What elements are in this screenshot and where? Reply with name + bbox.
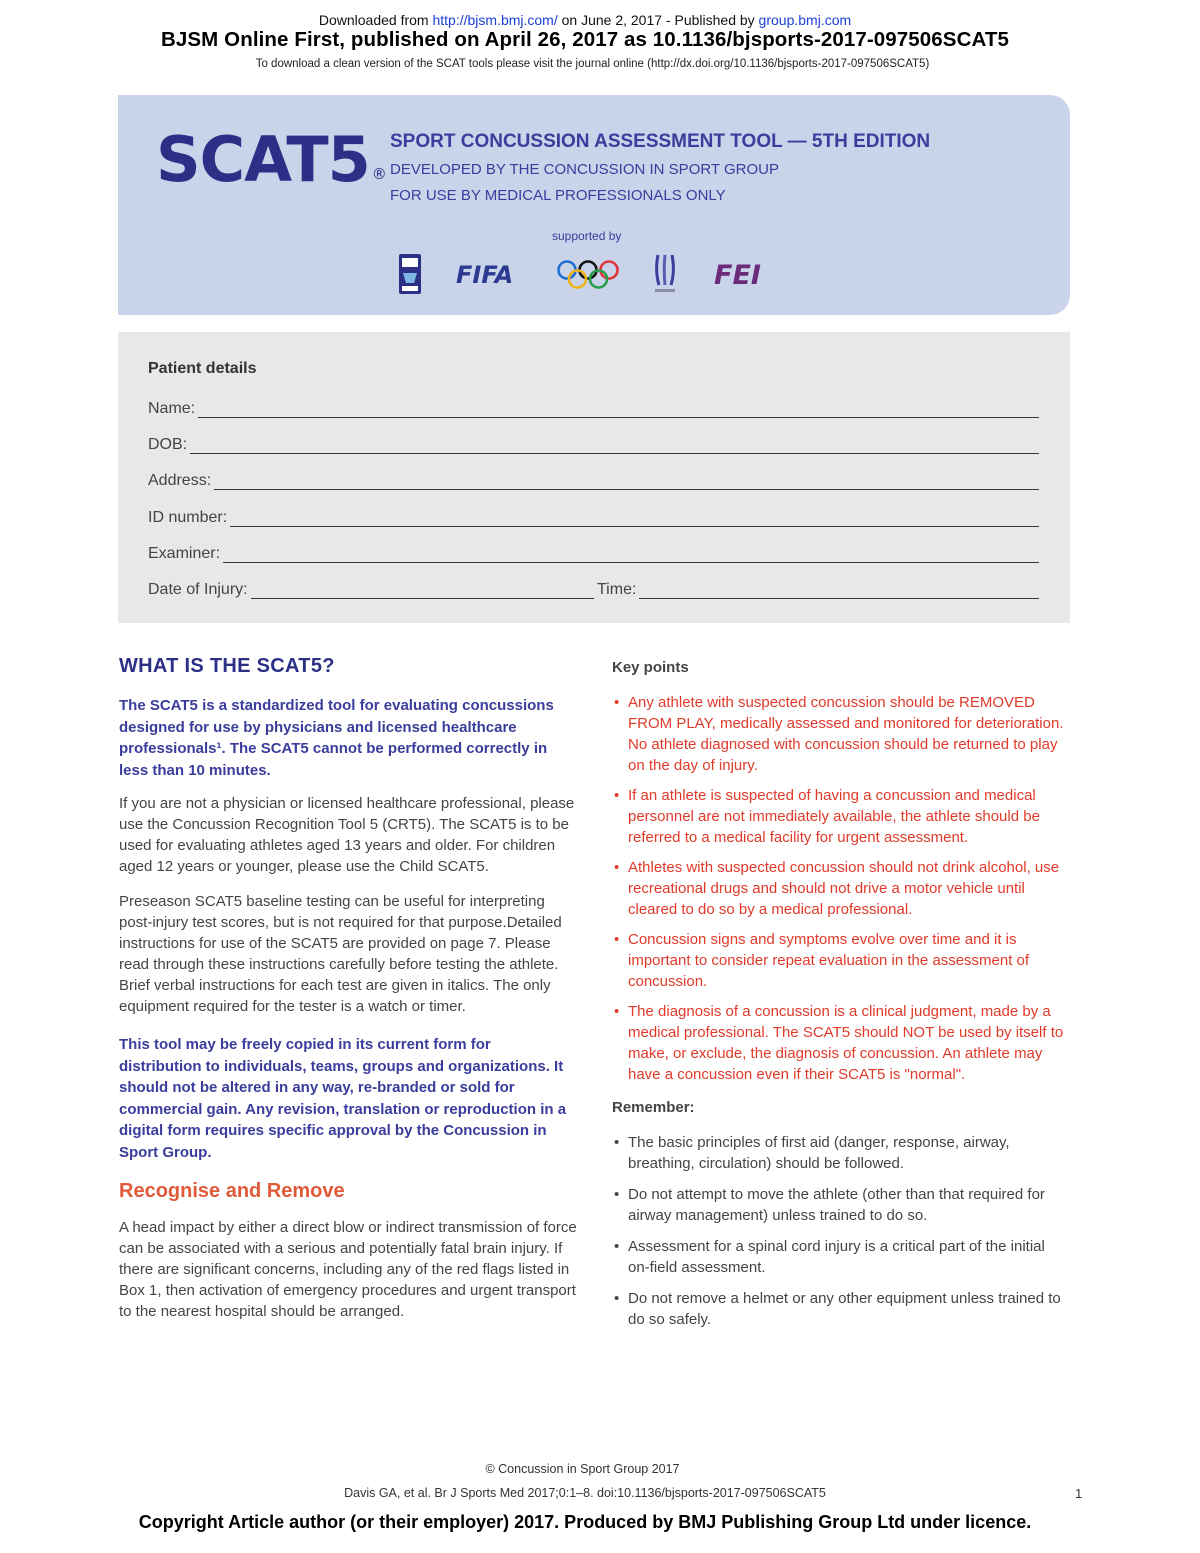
list-item: • The diagnosis of a concussion is a clinical judgment, made by a medical professional. The SCAT5 should NOT be used by itself to make, or exclude, the diagnosis of concussion. An athlete may have a concussion even if their SCAT5 is "normal". — [612, 1001, 1070, 1085]
header-band — [118, 95, 1070, 315]
federation-badge-icon — [398, 253, 422, 295]
time-field[interactable] — [597, 577, 1039, 599]
patient-details-box — [118, 332, 1070, 623]
copy-notice-paragraph: This tool may be freely copied in its current form for distribution to individuals, teams, groups and organizations. It should not be altered in any way, re-branded or sold for commercial gain. Any revision, translation or reproduction in a digital form requires specific approval by the Concussion in Sport Group. — [119, 1036, 567, 1161]
time-line[interactable] — [639, 581, 1039, 599]
copyright-footer: © Concussion in Sport Group 2017 — [485, 1462, 680, 1476]
bjsm-link[interactable]: http://bjsm.bmj.com/ — [432, 12, 558, 28]
examiner-field[interactable] — [148, 541, 1039, 563]
crt5-paragraph: If you are not a physician or licensed healthcare professional, please use the Concussion Recognition Tool 5 (CRT5). The SCAT5 is to be used for evaluating athletes aged 13 years and older. For children aged 12 years or younger, please use the Child SCAT5. — [119, 795, 575, 875]
developer-line: DEVELOPED BY THE CONCUSSION IN SPORT GROUP — [390, 161, 779, 178]
address-field[interactable] — [148, 468, 1039, 490]
licence-notice: Copyright Article author (or their employer) 2017. Produced by BMJ Publishing Group Ltd under licence. — [138, 1512, 1032, 1532]
name-line[interactable] — [198, 400, 1039, 418]
supported-by-label: supported by — [552, 229, 622, 243]
examiner-label: Examiner: — [148, 545, 221, 562]
id-number-field[interactable] — [148, 505, 1039, 527]
olympic-rings-icon — [556, 259, 620, 291]
dob-line[interactable] — [190, 436, 1039, 454]
key-points-list — [612, 692, 1070, 1085]
examiner-line[interactable] — [223, 545, 1039, 563]
list-item: • The basic principles of first aid (danger, response, airway, breathing, circulation) should be followed. — [612, 1132, 1070, 1174]
left-column — [119, 655, 577, 1322]
date-of-injury-line[interactable] — [251, 581, 594, 599]
scat5-logo — [156, 123, 386, 196]
list-item: • Do not remove a helmet or any other equipment unless trained to do so safely. — [612, 1288, 1070, 1330]
list-item: • Any athlete with suspected concussion should be REMOVED FROM PLAY, medically assessed and monitored for deterioration. No athlete diagnosed with concussion should be returned to play on the day of injury. — [612, 692, 1070, 776]
list-item: • Athletes with suspected concussion should not drink alcohol, use recreational drugs and should not drive a motor vehicle until cleared to do so by a medical professional. — [612, 857, 1070, 920]
fifa-logo-text: FIFA — [456, 261, 514, 287]
recognise-remove-heading: Recognise and Remove — [119, 1180, 345, 1202]
list-item: • If an athlete is suspected of having a concussion and medical personnel are not immediately available, the athlete should be referred to a medical facility for urgent assessment. — [612, 785, 1070, 848]
download-mid: on June 2, 2017 - Published by — [561, 12, 755, 28]
usage-line: FOR USE BY MEDICAL PROFESSIONALS ONLY — [390, 187, 726, 204]
bjsm-online-first: BJSM Online First, published on April 26, 2017 as 10.1136/bjsports-2017-097506SCAT5 — [161, 28, 1009, 51]
dob-label: DOB: — [148, 436, 188, 453]
registered-mark: ® — [371, 165, 386, 183]
address-line[interactable] — [214, 472, 1039, 490]
id-number-line[interactable] — [230, 509, 1039, 527]
fei-logo-text: FEI — [714, 260, 761, 289]
patient-details-title: Patient details — [148, 360, 257, 377]
right-column — [612, 659, 1070, 1340]
remember-list — [612, 1132, 1070, 1330]
list-item: • Assessment for a spinal cord injury is a critical part of the initial on-field assessment. — [612, 1236, 1070, 1278]
tool-title: SPORT CONCUSSION ASSESSMENT TOOL — 5TH EDITION — [390, 131, 931, 152]
date-of-injury-label: Date of Injury: — [148, 581, 248, 598]
fei-logo-icon — [710, 259, 790, 289]
dob-field[interactable] — [148, 432, 1039, 454]
time-label: Time: — [597, 581, 637, 598]
download-notice — [0, 12, 1170, 28]
fifa-logo-icon — [454, 261, 526, 287]
name-label: Name: — [148, 400, 196, 417]
group-bmj-link[interactable]: group.bmj.com — [758, 12, 852, 28]
clean-version-notice: To download a clean version of the SCAT tools please visit the journal online (http://dx.doi.org/10.1136/bjsports-2017-097506SCAT5) — [255, 58, 930, 70]
page-number: 1 — [1075, 1486, 1083, 1501]
name-field[interactable] — [148, 396, 1039, 418]
world-rugby-logo-icon — [650, 253, 680, 295]
list-item: • Do not attempt to move the athlete (other than that required for airway management) unless trained to do so. — [612, 1184, 1070, 1226]
citation-footer: Davis GA, et al. Br J Sports Med 2017;0:1–8. doi:10.1136/bjsports-2017-097506SCAT5 — [344, 1486, 826, 1500]
date-of-injury-field[interactable] — [148, 577, 594, 599]
id-number-label: ID number: — [148, 509, 228, 526]
recognise-remove-paragraph: A head impact by either a direct blow or indirect transmission of force can be associated with a serious and potentially fatal brain injury. If there are significant concerns, including any of the red flags listed in Box 1, then activation of emergency procedures and urgent transport to the nearest hospital should be arranged. — [119, 1219, 577, 1320]
intro-bold-paragraph: The SCAT5 is a standardized tool for evaluating concussions designed for use by physicians and licensed healthcare professionals¹. The SCAT5 cannot be performed correctly in less than 10 minutes. — [119, 697, 554, 779]
baseline-paragraph: Preseason SCAT5 baseline testing can be useful for interpreting post-injury test scores, but is not required for that purpose.Detailed instructions for use of the SCAT5 are provided on page 7. Please read through these instructions carefully before testing the athlete. Brief verbal instructions for each test are given in italics. The only equipment required for the tester is a watch or timer. — [119, 893, 562, 1015]
list-item: • Concussion signs and symptoms evolve over time and it is important to consider repeat evaluation in the assessment of concussion. — [612, 929, 1070, 992]
scat5-logo-text: SCAT5 — [156, 123, 370, 196]
download-prefix: Downloaded from — [318, 12, 429, 28]
what-is-scat5-heading: WHAT IS THE SCAT5? — [119, 655, 335, 677]
remember-heading: Remember: — [612, 1099, 695, 1116]
sponsor-logos — [398, 253, 798, 297]
address-label: Address: — [148, 472, 212, 489]
key-points-heading: Key points — [612, 659, 689, 676]
